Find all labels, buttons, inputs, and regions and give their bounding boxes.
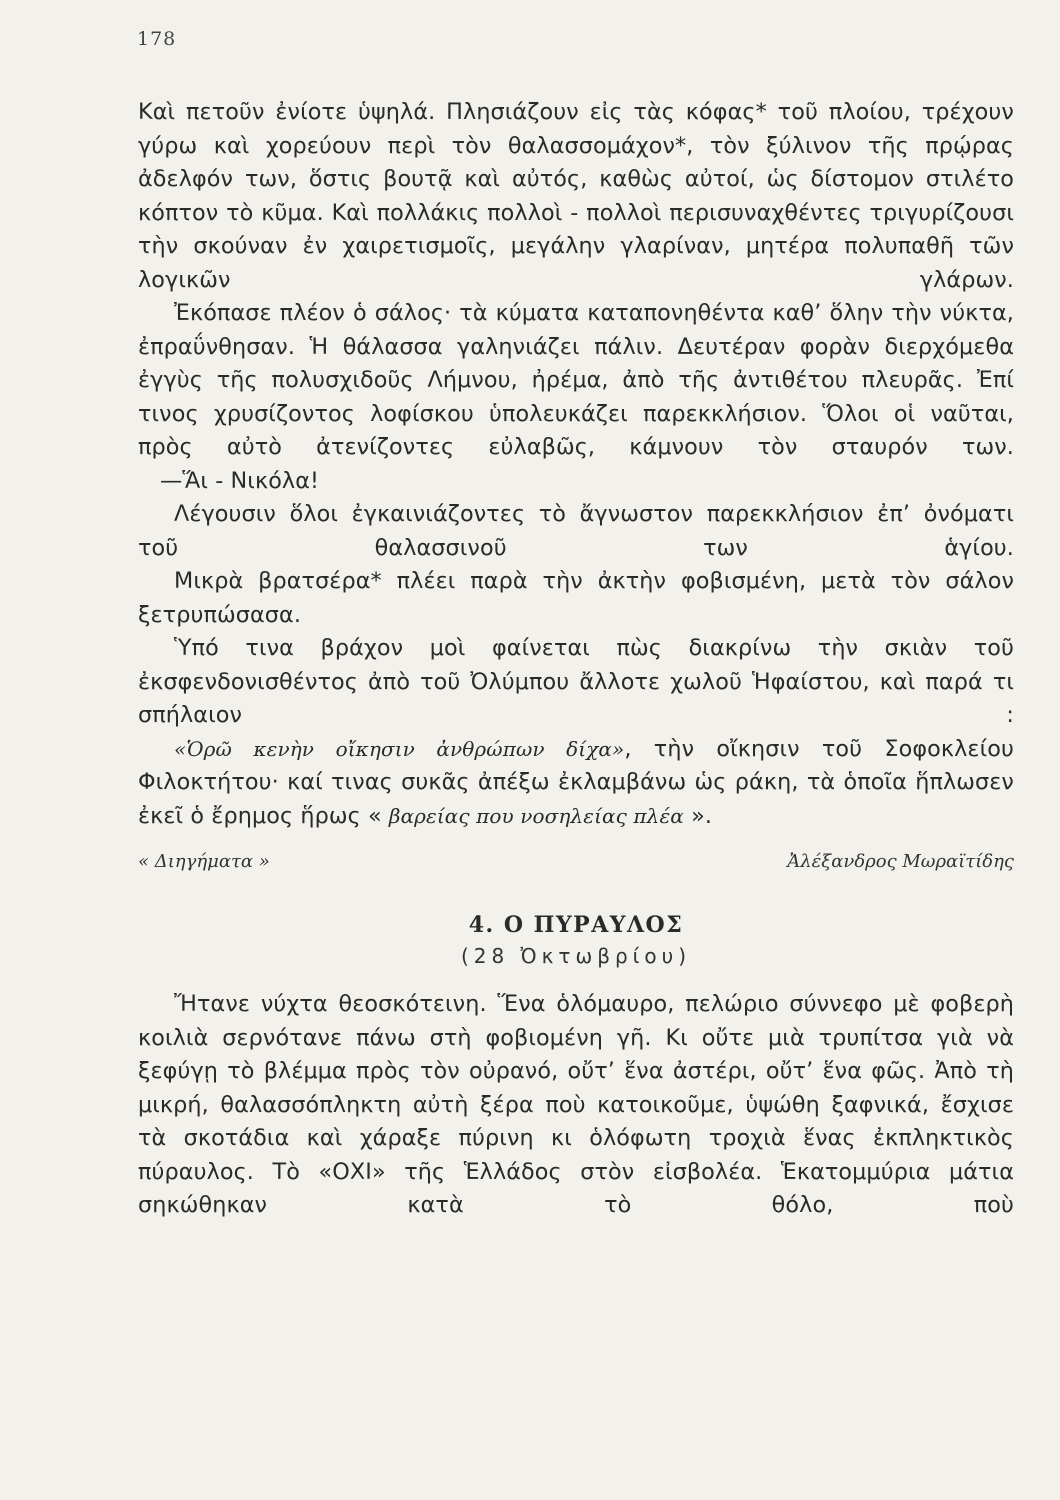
paragraph-seagulls: Καὶ πετοῦν ἐνίοτε ὑψηλά. Πλησιάζουν εἰς τὰς κόφας* τοῦ πλοίου, τρέχουν γύρω καὶ χορεύουν περὶ τὸν θαλασσομάχον*, τὸν ξύλινον τῆς πρῴρας ἀδελφόν των, ὅστις βουτᾷ καὶ αὐτός, καθὼς αὐτοί, ὡς δίστομον στιλέτο κόπτον τὸ κῦμα. Καὶ πολλάκις πολλοὶ - πολλοὶ περισυναχθέντες τριγυρίζουσι τὴν σκούναν ἐν χαιρετισμοῖς, μεγάλην γλαρίναν, μητέρα πολυπαθῆ τῶν λογικῶν γλάρων. xyxy=(138,99,1014,293)
paragraph-philoctetes xyxy=(138,733,1014,834)
dialog-line: —Ἅι - Νικόλα! xyxy=(160,467,320,494)
nosileia-quote: βαρείας που νοσηλείας πλέα xyxy=(388,803,684,828)
section-title: 4. Ο ΠΥΡΑΥΛΟΣ xyxy=(468,912,684,938)
sophocles-quote: «Ὁρῶ κενὴν οἴκησιν ἀνθρώπων δίχα» xyxy=(174,736,625,761)
paragraph-boat: Μικρὰ βρατσέρα* πλέει παρὰ τὴν ἀκτὴν φοβισμένη, μετὰ τὸν σάλον ξετρυπώσασα. xyxy=(138,568,1014,628)
paragraph-rocket: Ἤτανε νύχτα θεοσκότεινη. Ἕνα ὁλόμαυρο, πελώριο σύννεφο μὲ φοβερὴ κοιλιὰ σερνότανε πάνω στὴ φοβιομένη γῆ. Κι οὔτε μιὰ τρυπίτσα γιὰ νὰ ξεφύγῃ τὸ βλέμμα πρὸς τὸν οὐρανό, οὔτ’ ἕνα ἀστέρι, οὔτ’ ἕνα φῶς. Ἀπὸ τὴ μικρή, θαλασσόπληκτη αὐτὴ ξέρα ποὺ κατοικοῦμε, ὑψώθη ξαφνικά, ἔσχισε τὰ σκοτάδια καὶ χάραξε πύρινη κι ὁλόφωτη τροχιὰ ἕνας ἐκπληκτικὸς πύραυλος. Τὸ «ΟΧΙ» τῆς Ἑλλάδος στὸν εἰσβολέα. Ἑκατομμύρια μάτια σηκώθηκαν κατὰ τὸ θόλο, ποὺ xyxy=(138,991,1014,1218)
section-date: (28 Ὀκτωβρίου) xyxy=(460,944,692,968)
source-attribution xyxy=(138,851,1014,872)
page-number: 178 xyxy=(137,28,177,50)
source-book: « Διηγήματα » xyxy=(138,851,270,872)
source-author: Ἀλέξανδρος Μωραϊτίδης xyxy=(787,851,1014,872)
page-content xyxy=(138,96,1014,1223)
paragraph-hephaestus: Ὑπό τινα βράχον μοὶ φαίνεται πὼς διακρίνω τὴν σκιὰν τοῦ ἐκσφενδονισθέντος ἀπὸ τοῦ Ὀλύμπου ἄλλοτε χωλοῦ Ἡφαίστου, καὶ παρά τι σπήλαιον : xyxy=(138,635,1014,728)
paragraph-calm-sea: Ἐκόπασε πλέον ὁ σάλος· τὰ κύματα καταπονηθέντα καθ’ ὅλην τὴν νύκτα, ἐπραΰνθησαν. Ἡ θάλασσα γαληνιάζει πάλιν. Δευτέραν φορὰν διερχόμεθα ἐγγὺς τῆς πολυσχιδοῦς Λήμνου, ἠρέμα, ἀπὸ τῆς ἀντιθέτου πλευρᾶς. Ἐπί τινος χρυσίζοντος λοφίσκου ὑπολευκάζει παρεκκλήσιον. Ὅλοι οἱ ναῦται, πρὸς αὐτὸ ἀτενίζοντες εὐλαβῶς, κάμνουν τὸν σταυρόν των. xyxy=(138,300,1014,460)
quote-close: ». xyxy=(683,802,713,829)
philoctetes-text: , τὴν οἴκησιν τοῦ Σοφοκλείου Φιλοκτήτου· καί τινας συκᾶς ἀπέξω ἐκλαμβάνω ὡς ράκη, τὰ ὁποῖα ἥπλωσεν ἐκεῖ ὁ ἔρημος ἥρως « xyxy=(138,735,1014,829)
paragraph-chapel: Λέγουσιν ὅλοι ἐγκαινιάζοντες τὸ ἄγνωστον παρεκκλήσιον ἐπ’ ὀνόματι τοῦ θαλασσινοῦ των ἁγίου. xyxy=(138,501,1014,561)
